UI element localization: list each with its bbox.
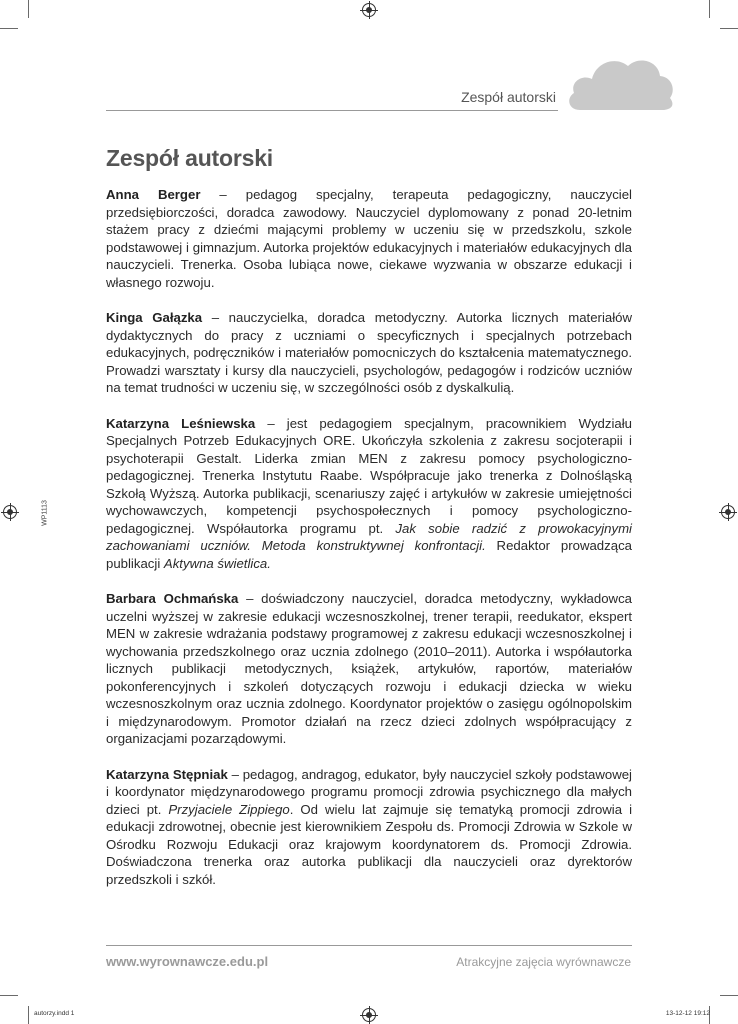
author-bio [106, 590, 632, 748]
crop-mark [720, 995, 738, 996]
author-description: – nauczycielka, doradca metodyczny. Autorka licznych materiałów dydaktycznych do pracy z uczniami o specyficznych i specjalnych potrzebach edukacyjnych, podręczników i materiałów pomocniczych do kształcenia matematycznego. Prowadzi warsztaty i kursy dla nauczycieli, psychologów, pedagogów i rodziców uczniów na temat trudności w uczeniu się, w szczególności osób z dyskalkulią. [106, 310, 632, 395]
registration-mark-icon [362, 1008, 376, 1022]
author-description-cont: . Od wielu lat zajmuje się tematyką promocji zdrowia i edukacji zdrowotnej, obecnie jest kierownikiem Zespołu ds. Promocji Zdrowia w Szkole w Ośrodku Rozwoju Edukacji oraz krajowym koordynatorem ds. Promocji Zdrowia. Doświadczona trenerka oraz autorka publikacji dla nauczycieli oraz dyrektorów przedszkoli i szkół. [106, 801, 633, 887]
running-header: Zespół autorski [461, 89, 556, 105]
registration-mark-icon [362, 3, 376, 17]
publication-title: Aktywna świetlica. [163, 555, 271, 571]
author-bio [106, 186, 632, 291]
program-title: Jak sobie radzić z prowokacyjnymi zachowaniami uczniów. Metoda konstruktywnej konfrontacji. [106, 520, 632, 553]
registration-mark-icon [721, 505, 735, 519]
crop-mark [709, 0, 710, 18]
footer-url: www.wyrownawcze.edu.pl [106, 954, 269, 969]
program-title: Przyjaciele Zippiego [168, 801, 290, 817]
author-bio [106, 766, 632, 889]
author-name: Katarzyna Stępniak [106, 766, 228, 782]
author-description: – pedagog, andragog, edukator, były nauczyciel szkoły podstawowej i koordynator międzynarodowego programu promocji zdrowia psychicznego dla małych dzieci pt. [106, 766, 632, 817]
footer-divider [106, 945, 632, 946]
footer-tagline: Atrakcyjne zajęcia wyrównawcze [456, 955, 631, 969]
author-description: – pedagog specjalny, terapeuta pedagogiczny, nauczyciel przedsiębiorczości, doradca zawodowy. Nauczyciel dyplomowany z ponad 20-letnim stażem pracy z dziećmi mającymi problemy w uczeniu się w przedszkolu, szkole podstawowej i gimnazjum. Autorka projektów edukacyjnych i materiałów edukacyjnych dla nauczycieli. Trenerka. Osoba lubiąca nowe, ciekawe wyzwania w obszarze edukacji i własnego rozwoju. [106, 187, 632, 290]
crop-mark [0, 28, 18, 29]
crop-mark [28, 0, 29, 18]
author-description: – doświadczony nauczyciel, doradca metodyczny, wykładowca uczelni wyższej w zakresie edukacji wczesnoszkolnej, trener terapii, reedukator, ekspert MEN w zakresie wdrażania podstawy programowej z zakresu edukacji wczesnoszkolnej i wychowania przedszkolnego oraz ucznia zdolnego (2010–2011). Autorka i współautorka licznych publikacji metodycznych, książek, artykułów, raportów, materiałów pokonferencyjnych i szkoleń dotyczących rozwoju i edukacji dziecka w wieku wczesnoszkolnym oraz ucznia zdolnego. Koordynator projektów o zasięgu ogólnopolskim i międzynarodowym. Promotor działań na rzecz dzieci zdolnych współpracujący z organizacjami pozarządowymi. [106, 591, 632, 746]
author-bio [106, 415, 632, 573]
cloud-icon [566, 52, 676, 112]
author-name: Katarzyna Leśniewska [106, 415, 256, 431]
author-bio [106, 309, 632, 397]
author-description: – jest pedagogiem specjalnym, pracownikiem Wydziału Specjalnych Potrzeb Edukacyjnych ORE. Ukończyła szkolenia z zakresu socjoterapii i psychoterapii Gestalt. Liderka zmian MEN z zakresu pomocy psychologiczno-pedagogicznej. Trenerka Instytutu Raabe. Współpracuje jako trenerka z Dolnośląską Szkołą Wyższą. Autorka publikacji, scenariuszy zajęć i artykułów w zakresie umiejętności wychowawczych, kompetencji psychospołecznych i pomocy psychologiczno-pedagogicznej. Współautorka programu pt. [106, 415, 632, 536]
crop-mark [720, 28, 738, 29]
author-name: Barbara Ochmańska [106, 591, 239, 606]
author-name: Anna Berger [106, 187, 201, 202]
crop-mark [0, 995, 18, 996]
page-title: Zespół autorski [106, 145, 273, 171]
slug-date: 13-12-12 19:12 [665, 1010, 710, 1017]
author-description-cont: Redaktor prowadząca publikacji [106, 538, 632, 571]
registration-mark-icon [3, 505, 17, 519]
crop-mark [28, 1006, 29, 1024]
header-divider [106, 110, 558, 111]
author-name: Kinga Gałązka [106, 310, 203, 325]
side-code: WP1113 [41, 500, 49, 526]
author-bios [106, 186, 632, 906]
slug-filename: autorzy.indd 1 [34, 1010, 75, 1017]
